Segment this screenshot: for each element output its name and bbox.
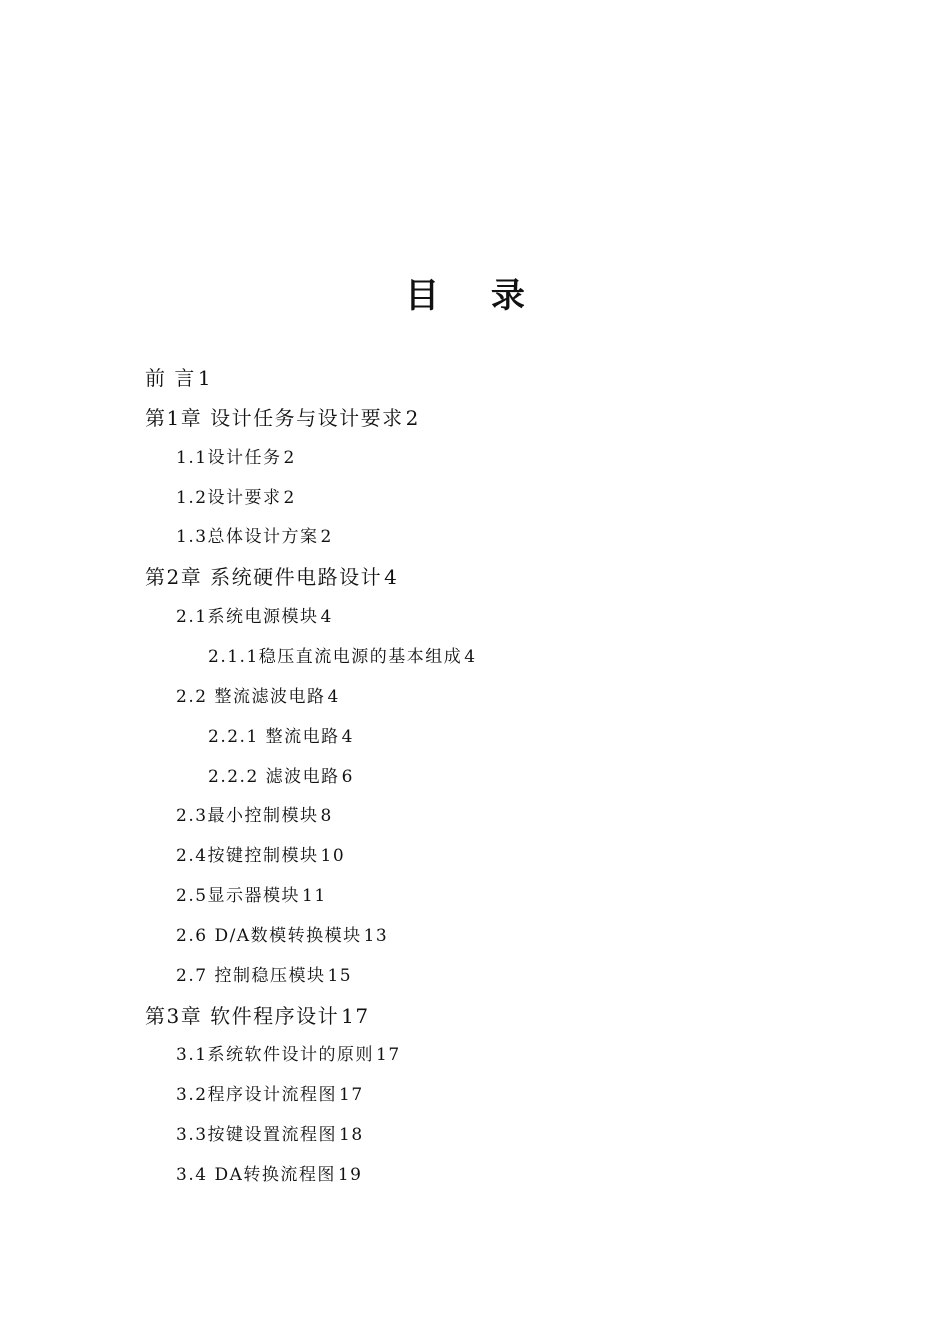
toc-entry-title: 2.2 整流滤波电路: [176, 686, 326, 707]
toc-entry-title: 1.2设计要求: [176, 487, 282, 508]
toc-entry-title: 第3章 软件程序设计: [145, 1003, 340, 1028]
toc-page-number: 2: [283, 447, 296, 468]
toc-entry[interactable]: [176, 1035, 401, 1075]
toc-entry[interactable]: [208, 757, 354, 797]
toc-page-number: 4: [327, 686, 340, 707]
toc-entry[interactable]: [145, 358, 212, 398]
toc-page-number: 4: [464, 646, 477, 667]
toc-entry[interactable]: [176, 876, 327, 916]
toc-entry[interactable]: [176, 916, 388, 956]
toc-entry[interactable]: [145, 398, 420, 438]
toc-entry-title: 第2章 系统硬件电路设计: [145, 565, 383, 590]
toc-entry-title: 3.1系统软件设计的原则: [176, 1045, 375, 1066]
toc-page-number: 17: [376, 1045, 401, 1066]
toc-entry-title: 2.1系统电源模块: [176, 607, 319, 628]
toc-entry[interactable]: [208, 637, 477, 677]
toc-entry[interactable]: [176, 677, 340, 717]
toc-page-number: 17: [339, 1085, 364, 1106]
toc-page-number: 4: [341, 726, 354, 747]
toc-entry[interactable]: [208, 717, 354, 757]
toc-page-number: 13: [363, 925, 389, 946]
toc-page-number: 15: [327, 965, 353, 986]
toc-entry-title: 3.3按键设置流程图: [176, 1125, 338, 1146]
toc-entry-title: 2.3最小控制模块: [176, 806, 319, 827]
toc-entry-title: 2.7 控制稳压模块: [176, 965, 326, 986]
toc-page-number: 4: [384, 565, 399, 590]
toc-entry[interactable]: [176, 796, 333, 836]
toc-page-number: 11: [302, 886, 327, 907]
toc-entry[interactable]: [145, 996, 370, 1036]
toc-entry[interactable]: [176, 956, 352, 996]
toc-entry[interactable]: [176, 1075, 364, 1115]
toc-page-number: 8: [320, 806, 333, 827]
toc-entry-title: 2.2.2 滤波电路: [208, 766, 340, 787]
toc-page-number: 18: [339, 1125, 364, 1146]
toc-entry[interactable]: [176, 1155, 363, 1195]
toc-entry[interactable]: [176, 836, 345, 876]
toc-entry-title: 2.2.1 整流电路: [208, 726, 340, 747]
toc-entry[interactable]: [176, 438, 296, 478]
page-title: 目 录: [405, 275, 545, 316]
toc-entry[interactable]: [176, 478, 296, 518]
toc-page-number: 4: [320, 607, 333, 628]
toc-entry-title: 2.5显示器模块: [176, 886, 301, 907]
toc-entry-title: 3.4 DA转换流程图: [176, 1165, 336, 1185]
toc-entry-title: 1.3总体设计方案: [176, 527, 319, 548]
toc-page-number: 17: [341, 1003, 370, 1028]
toc-entry-title: 2.4按键控制模块: [176, 846, 319, 867]
toc-page-number: 6: [341, 766, 354, 787]
toc-page-number: 19: [337, 1165, 363, 1185]
toc-entry[interactable]: [176, 1115, 364, 1155]
toc-entry[interactable]: [176, 517, 333, 557]
toc-entry-title: 前 言: [145, 366, 196, 390]
toc-entry-title: 第1章 设计任务与设计要求: [145, 405, 404, 430]
toc-page-number: 2: [283, 487, 296, 508]
toc-page-number: 2: [320, 527, 333, 548]
toc-entry[interactable]: [145, 557, 398, 597]
toc-page-number: 10: [320, 846, 346, 867]
toc-page-number: 1: [197, 366, 213, 390]
toc-entry-title: 3.2程序设计流程图: [176, 1085, 338, 1106]
toc-entry-title: 1.1设计任务: [176, 447, 282, 468]
toc-page-number: 2: [405, 405, 420, 430]
toc-entry[interactable]: [176, 597, 333, 637]
toc-entry-title: 2.1.1稳压直流电源的基本组成: [208, 646, 463, 667]
toc-entry-title: 2.6 D/A数模转换模块: [176, 925, 362, 946]
